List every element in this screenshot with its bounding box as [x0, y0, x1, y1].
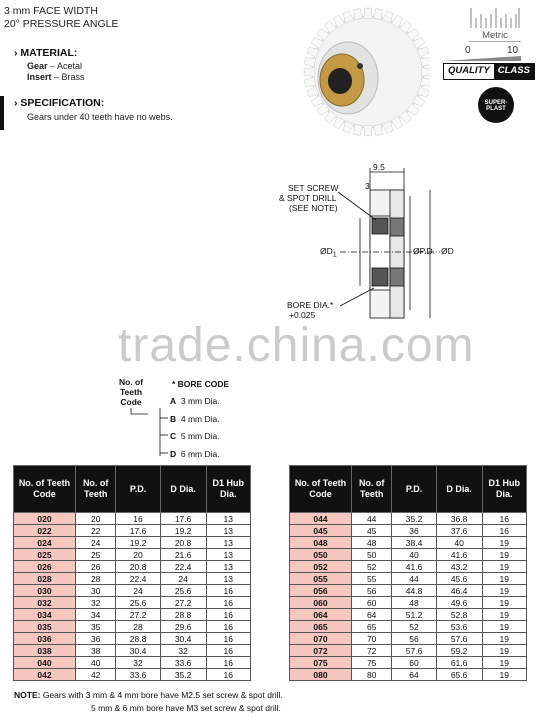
bore-code-item: D 6 mm Dia. [170, 449, 220, 459]
set-screw-label: SET SCREW [288, 183, 339, 193]
code-cell: 038 [14, 645, 76, 657]
pd-cell: 51.2 [392, 609, 436, 621]
col-header-code: No. of Teeth Code [14, 466, 76, 513]
pd-cell: 20 [116, 549, 160, 561]
d-cell: 41.6 [436, 549, 482, 561]
d-cell: 36.8 [436, 513, 482, 525]
code-cell: 020 [14, 513, 76, 525]
gear-tooth [422, 68, 430, 77]
class-label: CLASS [494, 64, 534, 79]
table-row [290, 597, 527, 609]
pd-cell: 27.2 [116, 609, 160, 621]
section-marker-bar [0, 96, 4, 130]
table-row [14, 609, 251, 621]
teeth-cell: 38 [75, 645, 115, 657]
table-row [290, 609, 527, 621]
table-row [14, 585, 251, 597]
d1-cell: 19 [482, 573, 526, 585]
pd-cell: 28.8 [116, 633, 160, 645]
table-row [290, 573, 527, 585]
specification-title: SPECIFICATION: [20, 97, 105, 109]
col-header-pd: P.D. [116, 466, 160, 513]
note-line1: NOTE: Gears with 3 mm & 4 mm bore have M2.5 set screw & spot drill. [14, 690, 283, 700]
d-cell: 28.8 [160, 609, 206, 621]
col-header-d1: D1 Hub Dia. [482, 466, 526, 513]
od1-label: $ØD_1$ [320, 246, 337, 259]
pd-cell: 20.8 [116, 561, 160, 573]
teeth-cell: 65 [351, 621, 391, 633]
teeth-cell: 80 [351, 669, 391, 681]
pd-cell: 35.2 [392, 513, 436, 525]
metric-label: Metric [469, 30, 521, 42]
d1-cell: 19 [482, 549, 526, 561]
col-header-teeth: No. of Teeth [75, 466, 115, 513]
code-cell: 080 [290, 669, 352, 681]
d1-cell: 13 [206, 537, 250, 549]
material-insert: Insert – Brass [27, 72, 85, 82]
teeth-cell: 26 [75, 561, 115, 573]
table-row [290, 585, 527, 597]
table-row [290, 525, 527, 537]
table-row [290, 561, 527, 573]
table-row [14, 669, 251, 681]
table-row [290, 645, 527, 657]
pd-cell: 28 [116, 621, 160, 633]
teeth-cell: 28 [75, 573, 115, 585]
d-cell: 33.6 [160, 657, 206, 669]
code-cell: 060 [290, 597, 352, 609]
pd-cell: 56 [392, 633, 436, 645]
pd-cell: 64 [392, 669, 436, 681]
d-cell: 21.6 [160, 549, 206, 561]
d1-cell: 19 [482, 585, 526, 597]
d1-cell: 16 [206, 633, 250, 645]
material-title: MATERIAL: [20, 47, 78, 59]
teeth-cell: 48 [351, 537, 391, 549]
col-header-code: No. of Teeth Code [290, 466, 352, 513]
pd-cell: 32 [116, 657, 160, 669]
code-cell: 072 [290, 645, 352, 657]
d1-cell: 19 [482, 669, 526, 681]
table-row [290, 549, 527, 561]
table-row [14, 621, 251, 633]
d-cell: 59.2 [436, 645, 482, 657]
teeth-cell: 34 [75, 609, 115, 621]
d-cell: 49.6 [436, 597, 482, 609]
gear-tooth [364, 8, 373, 18]
code-cell: 050 [290, 549, 352, 561]
teeth-cell: 35 [75, 621, 115, 633]
gear-tooth [420, 58, 430, 67]
teeth-cell: 40 [75, 657, 115, 669]
col-header-d: D Dia. [160, 466, 206, 513]
d-cell: 20.8 [160, 537, 206, 549]
table-row [290, 657, 527, 669]
teeth-cell: 52 [351, 561, 391, 573]
pd-cell: 17.6 [116, 525, 160, 537]
code-cell: 065 [290, 621, 352, 633]
teeth-cell: 60 [351, 597, 391, 609]
teeth-cell: 44 [351, 513, 391, 525]
table-row [14, 525, 251, 537]
table-row [14, 549, 251, 561]
tolerance-label: +0.025 [289, 310, 316, 320]
material-gear: Gear – Acetal [27, 61, 83, 71]
d-cell: 25.6 [160, 585, 206, 597]
gear-tooth [305, 77, 316, 86]
col-header-d1: D1 Hub Dia. [206, 466, 250, 513]
scale-low: 0 [465, 45, 471, 56]
quality-label: QUALITY [444, 64, 494, 79]
code-cell: 042 [14, 669, 76, 681]
code-key-bracket [128, 408, 176, 460]
pd-cell: 52 [392, 621, 436, 633]
code-cell: 034 [14, 609, 76, 621]
table-row [290, 633, 527, 645]
d1-cell: 16 [206, 669, 250, 681]
specification-section [14, 97, 104, 109]
d-cell: 35.2 [160, 669, 206, 681]
code-cell: 045 [290, 525, 352, 537]
teeth-cell: 36 [75, 633, 115, 645]
code-cell: 036 [14, 633, 76, 645]
opd-label: ØP.D. [413, 246, 436, 256]
code-cell: 056 [290, 585, 352, 597]
d-cell: 32 [160, 645, 206, 657]
d1-cell: 13 [206, 561, 250, 573]
code-cell: 025 [14, 549, 76, 561]
bore-code-item: A 3 mm Dia. [170, 396, 220, 406]
pd-cell: 38.4 [392, 537, 436, 549]
d-cell: 24 [160, 573, 206, 585]
gear-tooth [373, 9, 382, 20]
d1-cell: 13 [206, 573, 250, 585]
see-note-label: (SEE NOTE) [289, 203, 338, 213]
d1-cell: 19 [482, 537, 526, 549]
specification-text: Gears under 40 teeth have no webs. [27, 112, 173, 122]
table-row [14, 561, 251, 573]
d1-cell: 19 [482, 609, 526, 621]
d1-cell: 13 [206, 525, 250, 537]
col-header-d: D Dia. [436, 466, 482, 513]
table-row [14, 657, 251, 669]
pd-cell: 40 [392, 549, 436, 561]
pd-cell: 22.4 [116, 573, 160, 585]
code-cell: 044 [290, 513, 352, 525]
code-cell: 075 [290, 657, 352, 669]
gear-image [290, 6, 430, 141]
bore-code-item: B 4 mm Dia. [170, 414, 220, 424]
od-label: ØD [441, 246, 454, 256]
d-cell: 22.4 [160, 561, 206, 573]
pd-cell: 57.6 [392, 645, 436, 657]
table-row [14, 597, 251, 609]
d-cell: 57.6 [436, 633, 482, 645]
d-cell: 40 [436, 537, 482, 549]
code-cell: 030 [14, 585, 76, 597]
d1-cell: 16 [482, 513, 526, 525]
d1-cell: 16 [206, 585, 250, 597]
table-row [14, 513, 251, 525]
quality-scale-icon [443, 56, 521, 62]
pd-cell: 30.4 [116, 645, 160, 657]
d-cell: 17.6 [160, 513, 206, 525]
code-cell: 026 [14, 561, 76, 573]
d1-cell: 19 [482, 621, 526, 633]
code-cell: 024 [14, 537, 76, 549]
d1-cell: 19 [482, 561, 526, 573]
teeth-cell: 25 [75, 549, 115, 561]
gear-tooth [373, 124, 382, 135]
d1-cell: 16 [206, 597, 250, 609]
table-row [290, 621, 527, 633]
gear-tooth [364, 126, 373, 136]
gear-tooth [304, 68, 314, 77]
code-cell: 064 [290, 609, 352, 621]
teeth-cell: 30 [75, 585, 115, 597]
col-header-pd: P.D. [392, 466, 436, 513]
header-line2: 20° PRESSURE ANGLE [4, 18, 119, 30]
table-row [14, 573, 251, 585]
table-row [14, 645, 251, 657]
table-row [14, 537, 251, 549]
super-plast-seal: SUPER-PLAST [478, 87, 514, 123]
d-cell: 52.8 [436, 609, 482, 621]
code-key-label: No. of Teeth Code [118, 377, 144, 407]
d-cell: 65.6 [436, 669, 482, 681]
d-cell: 27.2 [160, 597, 206, 609]
code-cell: 040 [14, 657, 76, 669]
d-cell: 53.6 [436, 621, 482, 633]
bore-dia-label: BORE DIA.* [287, 300, 334, 310]
code-cell: 022 [14, 525, 76, 537]
scale-high: 10 [507, 45, 519, 56]
metric-ruler-icon [469, 6, 521, 30]
d1-cell: 16 [206, 645, 250, 657]
code-cell: 055 [290, 573, 352, 585]
teeth-cell: 70 [351, 633, 391, 645]
d1-cell: 13 [206, 549, 250, 561]
teeth-cell: 72 [351, 645, 391, 657]
table-row [290, 513, 527, 525]
table-row [14, 633, 251, 645]
d-cell: 19.2 [160, 525, 206, 537]
teeth-cell: 45 [351, 525, 391, 537]
d-cell: 29.6 [160, 621, 206, 633]
gear-tooth [354, 9, 363, 20]
d1-cell: 16 [482, 525, 526, 537]
header-line1: 3 mm FACE WIDTH [4, 5, 98, 17]
d1-cell: 16 [206, 609, 250, 621]
chevron-right-icon: › [14, 47, 18, 59]
spot-drill-label: & SPOT DRILL [279, 193, 337, 203]
teeth-cell: 75 [351, 657, 391, 669]
d-cell: 30.4 [160, 633, 206, 645]
teeth-cell: 22 [75, 525, 115, 537]
d1-cell: 19 [482, 597, 526, 609]
pd-cell: 36 [392, 525, 436, 537]
teeth-cell: 24 [75, 537, 115, 549]
material-section [14, 47, 77, 59]
teeth-cell: 55 [351, 573, 391, 585]
dim-hub: 3 [365, 181, 370, 191]
col-header-teeth: No. of Teeth [351, 466, 391, 513]
d-cell: 61.6 [436, 657, 482, 669]
pd-cell: 24 [116, 585, 160, 597]
pd-cell: 44 [392, 573, 436, 585]
teeth-cell: 64 [351, 609, 391, 621]
code-cell: 070 [290, 633, 352, 645]
pd-cell: 60 [392, 657, 436, 669]
code-cell: 048 [290, 537, 352, 549]
pd-cell: 41.6 [392, 561, 436, 573]
teeth-cell: 32 [75, 597, 115, 609]
d1-cell: 16 [206, 657, 250, 669]
watermark: trade.china.com [118, 319, 475, 372]
teeth-cell: 56 [351, 585, 391, 597]
gear-table-right [289, 465, 527, 681]
pd-cell: 44.8 [392, 585, 436, 597]
code-cell: 035 [14, 621, 76, 633]
dim-width: 9.5 [373, 162, 385, 172]
pd-cell: 19.2 [116, 537, 160, 549]
pd-cell: 33.6 [116, 669, 160, 681]
chevron-right-icon: › [14, 97, 18, 109]
d1-cell: 19 [482, 645, 526, 657]
quality-class-badge [443, 63, 535, 80]
bore-code-title: * BORE CODE [172, 379, 230, 389]
gear-tooth [305, 58, 316, 67]
pd-cell: 16 [116, 513, 160, 525]
code-cell: 032 [14, 597, 76, 609]
gear-tooth [354, 124, 363, 135]
teeth-cell: 42 [75, 669, 115, 681]
note-line2: 5 mm & 6 mm bore have M3 set screw & spot drill. [91, 703, 281, 713]
teeth-cell: 20 [75, 513, 115, 525]
d1-cell: 16 [206, 621, 250, 633]
d1-cell: 13 [206, 513, 250, 525]
d1-cell: 19 [482, 633, 526, 645]
d-cell: 46.4 [436, 585, 482, 597]
d1-cell: 19 [482, 657, 526, 669]
teeth-cell: 50 [351, 549, 391, 561]
d-cell: 37.6 [436, 525, 482, 537]
gear-tooth [420, 77, 430, 86]
pd-cell: 48 [392, 597, 436, 609]
d-cell: 43.2 [436, 561, 482, 573]
code-cell: 052 [290, 561, 352, 573]
table-row [290, 669, 527, 681]
d-cell: 45.6 [436, 573, 482, 585]
table-row [290, 537, 527, 549]
gear-table-left [13, 465, 251, 681]
code-cell: 028 [14, 573, 76, 585]
bore-code-item: C 5 mm Dia. [170, 431, 220, 441]
pd-cell: 25.6 [116, 597, 160, 609]
